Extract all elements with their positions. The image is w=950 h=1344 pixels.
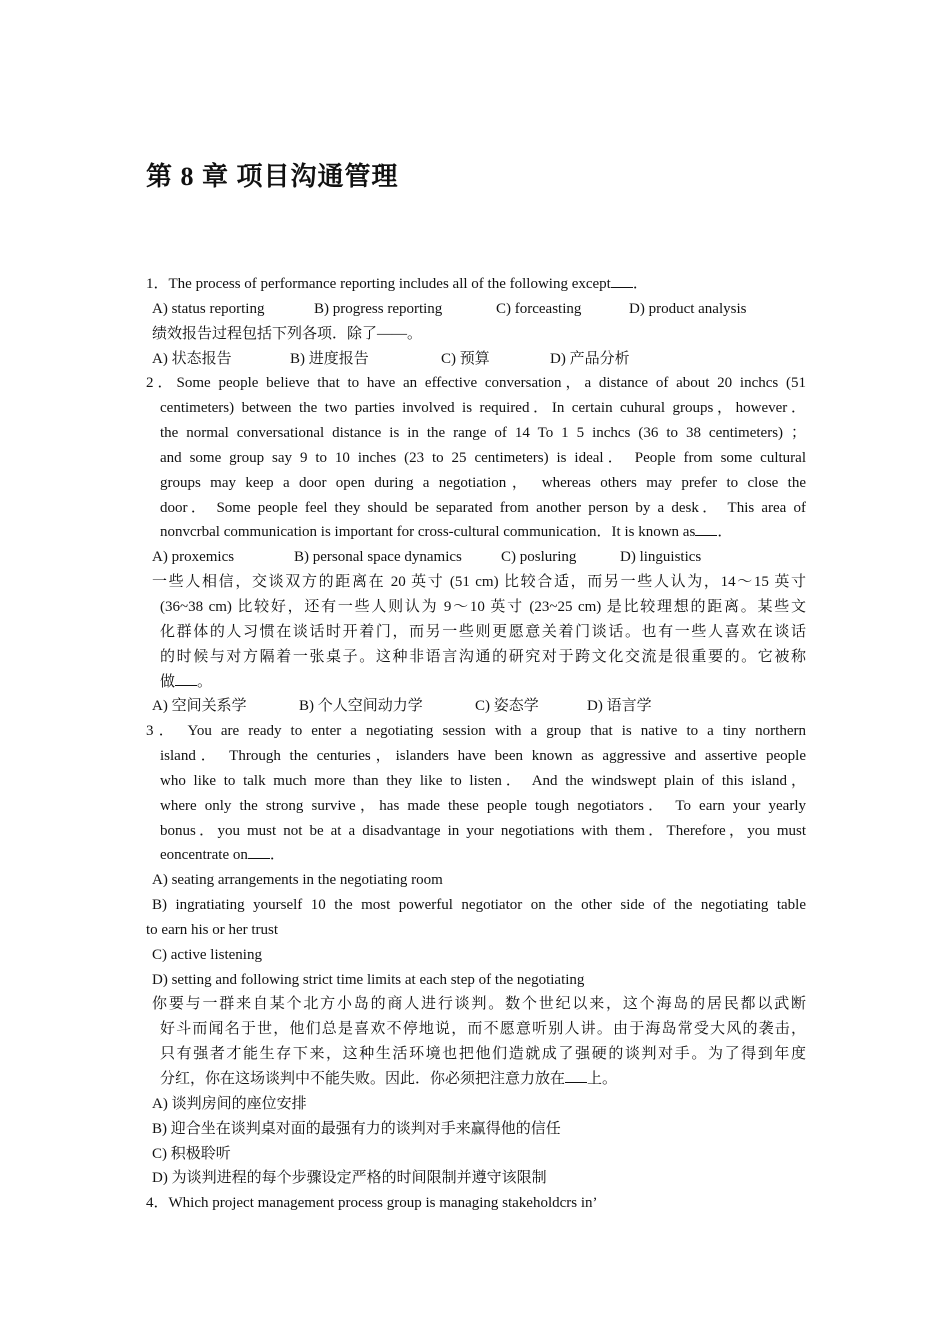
q3-stem-line: where only the strong survive，has made these people tough negotiators． To earn your yearly [160,797,806,814]
q3-option-a-zh: A) 谈判房间的座位安排 [152,1095,307,1112]
answer-blank [175,671,197,686]
q3-zh-line: 好斗而闻名于世，他们总是喜欢不停地说，而不愿意听别人讲。由于海岛常受大风的袭击， [160,1021,806,1038]
q2-option-d: D) linguistics [620,549,702,566]
q2-stem-last: nonvcrbal communication is important for cross-cultural communication．It is known as ． [146,520,806,545]
q1-option-d: D) product analysis [629,300,747,317]
q1-option-b: B) progress reporting [314,300,443,317]
q3-zh-last: 分红，你在这场谈判中不能失败。因此．你必须把注意力放在 上。 [146,1067,806,1092]
q1-options-zh [146,347,806,372]
q3-stem-line: who like to talk much more than they like to listen． And the windswept plain of this island， [160,772,806,789]
q3-option-d: D) setting and following strict time limits at each step of the negotiating [152,971,585,988]
q1-option-c-zh: C) 预算 [441,350,490,367]
chapter-title: 第 8 章 项目沟通管理 [146,162,399,191]
q2-option-b-zh: B) 个人空间动力学 [299,698,423,715]
q2-option-c: C) posluring [501,549,577,566]
q2-options-zh [146,694,806,719]
q2-zh-line: 化群体的人习惯在谈话时开着门，而另一些则更愿意关着门谈话。也有一些人喜欢在谈话 [160,623,806,640]
q3-stem-line: 3． You are ready to enter a negotiating session with a group that is native to a tiny northern [146,723,806,740]
q2-zh-line: (36~38 cm) 比较好，还有一些人则认为 9～10 英寸 (23~25 cm) 是比较理想的距离。某些文 [160,598,806,615]
q1-stem-en: 1．The process of performance reporting includes all of the following except ． [146,272,806,297]
q2-stem-line: groups may keep a door open during a negotiation， whereas others may prefer to close the [160,474,806,491]
q2-option-b: B) personal space dynamics [294,549,462,566]
q3-zh-line: 你要与一群来自某个北方小岛的商人进行谈判。数个世纪以来，这个海岛的居民都以武断 [152,996,806,1013]
q2-stem-line: centimeters) between the two parties involved is required．In certain cuhural groups，however． [160,400,806,417]
answer-blank [695,521,717,536]
q2-option-a-zh: A) 空间关系学 [152,698,247,715]
q3-stem-line: bonus．you must not be at a disadvantage in your negotiations with them．Therefore，you must [160,822,806,839]
q2-options-en [146,545,806,570]
q1-option-b-zh: B) 进度报告 [290,350,369,367]
answer-blank [611,273,633,288]
q3-option-c-zh: C) 积极聆听 [152,1145,231,1162]
q3-option-b: B) ingratiating yourself 10 the most powerful negotiator on the other side of the negotiating table [152,897,806,914]
q2-option-a: A) proxemics [152,549,235,566]
q2-zh-line: 的时候与对方隔着一张桌子。这种非语言沟通的研究对于跨文化交流是很重要的。它被称 [160,648,806,665]
q1-option-a-zh: A) 状态报告 [152,350,232,367]
q3-stem-last: eoncentrate on ． [146,843,806,868]
q2-stem-line: and some group say 9 to 10 inches (23 to 25 centimeters) is ideal． People from some cultural [160,449,806,466]
q2-option-c-zh: C) 姿态学 [475,698,539,715]
q1-stem-zh: 绩效报告过程包括下列各项．除了——。 [152,325,423,342]
q4-stem: 4．Which project management process group is managing stakeholdcrs in’ [146,1195,598,1212]
q3-option-d-zh: D) 为谈判进程的每个步骤设定严格的时间限制并遵守该限制 [152,1170,547,1187]
answer-blank [565,1068,587,1083]
q1-options-en [146,297,806,322]
answer-blank [248,844,270,859]
q3-option-c: C) active listening [152,946,262,963]
q1-option-c: C) forceasting [496,300,582,317]
question-list [146,272,806,1216]
q3-zh-line: 只有强者才能生存下来，这种生活环境也把他们造就成了强硬的谈判对手。为了得到年度 [160,1046,806,1063]
q2-stem-line: 2．Some people believe that to have an effective conversation，a distance of about 20 inchcs (51 [146,375,806,392]
q3-option-b-zh: B) 迎合坐在谈判桌对面的最强有力的谈判对手来赢得他的信任 [152,1120,561,1137]
q2-zh-last: 做 。 [146,670,806,695]
q3-option-b-cont: to earn his or her trust [146,921,279,938]
q2-option-d-zh: D) 语言学 [587,698,652,715]
q2-stem-line: door． Some people feel they should be separated from another person by a desk． This area of [160,499,806,516]
q2-stem-line: the normal conversational distance is in the range of 14 To 1 5 inchcs (36 to 38 centimeters) ； [160,425,806,442]
q2-zh-line: 一些人相信，交谈双方的距离在 20 英寸 (51 cm) 比较合适，而另一些人认为，14～15 英寸 [152,574,806,591]
q1-option-d-zh: D) 产品分析 [550,350,630,367]
q1-option-a: A) status reporting [152,300,265,317]
q3-option-a: A) seating arrangements in the negotiating room [152,872,443,889]
q3-stem-line: island． Through the centuries，islanders have been known as aggressive and assertive people [160,748,806,765]
